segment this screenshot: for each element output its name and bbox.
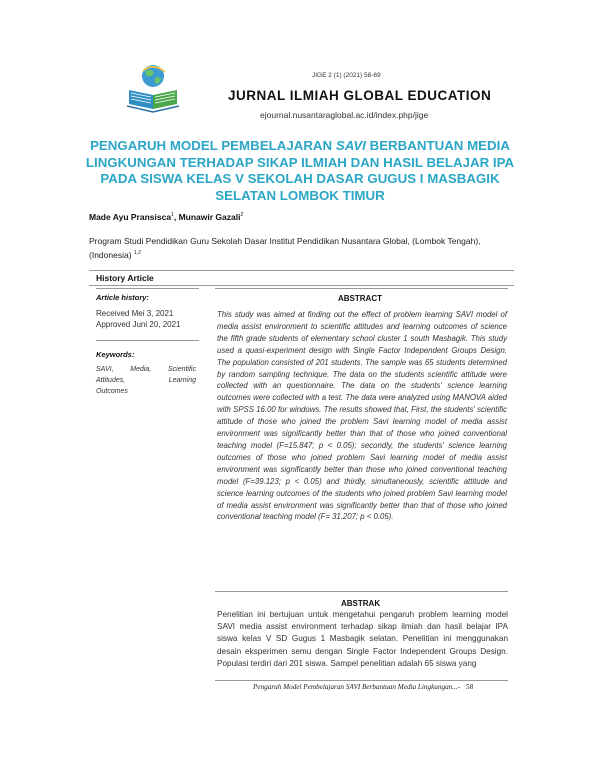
divider-footer [215,680,508,681]
author-2: Munawir Gazali [178,212,241,222]
journal-title: JURNAL ILMIAH GLOBAL EDUCATION [228,88,492,103]
abstrak-body: Penelitian ini bertujuan untuk mengetahui pengaruh problem learning model SAVI media assist environment terhadap sikap ilmiah dan hasil belajar IPA siswa kelas V SD Gugus 1 Masbagik selatan. Penelitian ini menggunakan desain eksperimen semu dengan Single Factor Independent Groups Design. Populasi terdiri dari 201 siswa. Sampel penelitian adalah 65 siswa yang [217,610,508,668]
author-1: Made Ayu Pransisca [89,212,172,222]
affiliation: Program Studi Pendidikan Guru Sekolah Dasar Institut Pendidikan Nusantara Global, (Lombok Tengah), (Indonesia) $^{1,2}$ [89,236,481,260]
divider-top [89,270,514,271]
page-number: 58 [466,683,474,691]
title-line-1: PENGARUH MODEL PEMBELAJARAN SAVI BERBANTUAN MEDIA [90,138,510,153]
page-footer [253,683,473,691]
divider-right [215,288,508,289]
book-icon [127,90,179,112]
abstract-heading: ABSTRACT [338,294,382,303]
authors: Made Ayu Pransisca$^1$, Munawir Gazali$^2$ [89,212,244,222]
divider-history [89,285,514,286]
journal-url[interactable]: ejournal.nusantaraglobal.ac.id/index.php/jige [260,110,429,120]
abstract-body: This study was aimed at finding out the effect of problem learning SAVI model of media assist environment to scientific attitudes and learning outcomes of science the fifth grade students of elementary school cluster 1 south Masbagik. This study used a quasi-experiment design with Single Factor Independent Groups Design. The population consisted of 201 students. The sample was 65 students determined by random sampling technique. The data on the students scientific attitude were collected with an questionnaire. The data on the students' science learning outcomes were collected with a test. The data were analyzed using MANOVA aided with SPSS 16.00 for windows. The results showed that, First, the students' scientific attitude of those who joined the problem Savi learning model of media assist environment was significantly better than that of those who joined conventional teaching model (F=15.847; p < 0.05); secondly, the students' science learning outcomes of those who joined problem Savi learning model of media assist environment was significantly better than those who joined conventional teaching model (F=39.123; p < 0.05) and thirdly, simultaneously, scientific attitude and science learning outcomes of the students who joined problem Savi learning model of media assist environment was significantly better than that of those who joined conventional teaching model (F= 31.207; p < 0.05). [217,310,507,522]
journal-logo [125,62,181,114]
title-line-4: SELATAN LOMBOK TIMUR [215,187,385,203]
keywords-label: Keywords: [96,350,135,359]
title-line-3: PADA SISWA KELAS V SEKOLAH DASAR GUGUS I MASBAGIK [100,171,500,186]
title-line-2: LINGKUNGAN TERHADAP SIKAP ILMIAH DAN HASIL BELAJAR IPA [85,154,515,170]
article-history-label: Article history: [96,293,149,302]
running-title: Pengaruh Model Pembelajaran SAVI Berbantuan Media Lingkungan...- [253,683,461,691]
divider-abstract [215,591,508,592]
article-title [80,138,520,204]
approved-date: Approved Juni 20, 2021 [96,320,181,329]
history-heading: History Article [96,273,154,283]
received-date: Received Mei 3, 2021 [96,309,174,318]
citation: JIGE 2 (1) (2021) 58-69 [312,72,381,79]
divider-left [96,288,199,289]
abstrak-heading: ABSTRAK [341,599,381,608]
keywords-list: SAVI, Media, Scientific Attitudes, Learning Outcomes [96,366,196,395]
divider-left-2 [96,340,199,341]
